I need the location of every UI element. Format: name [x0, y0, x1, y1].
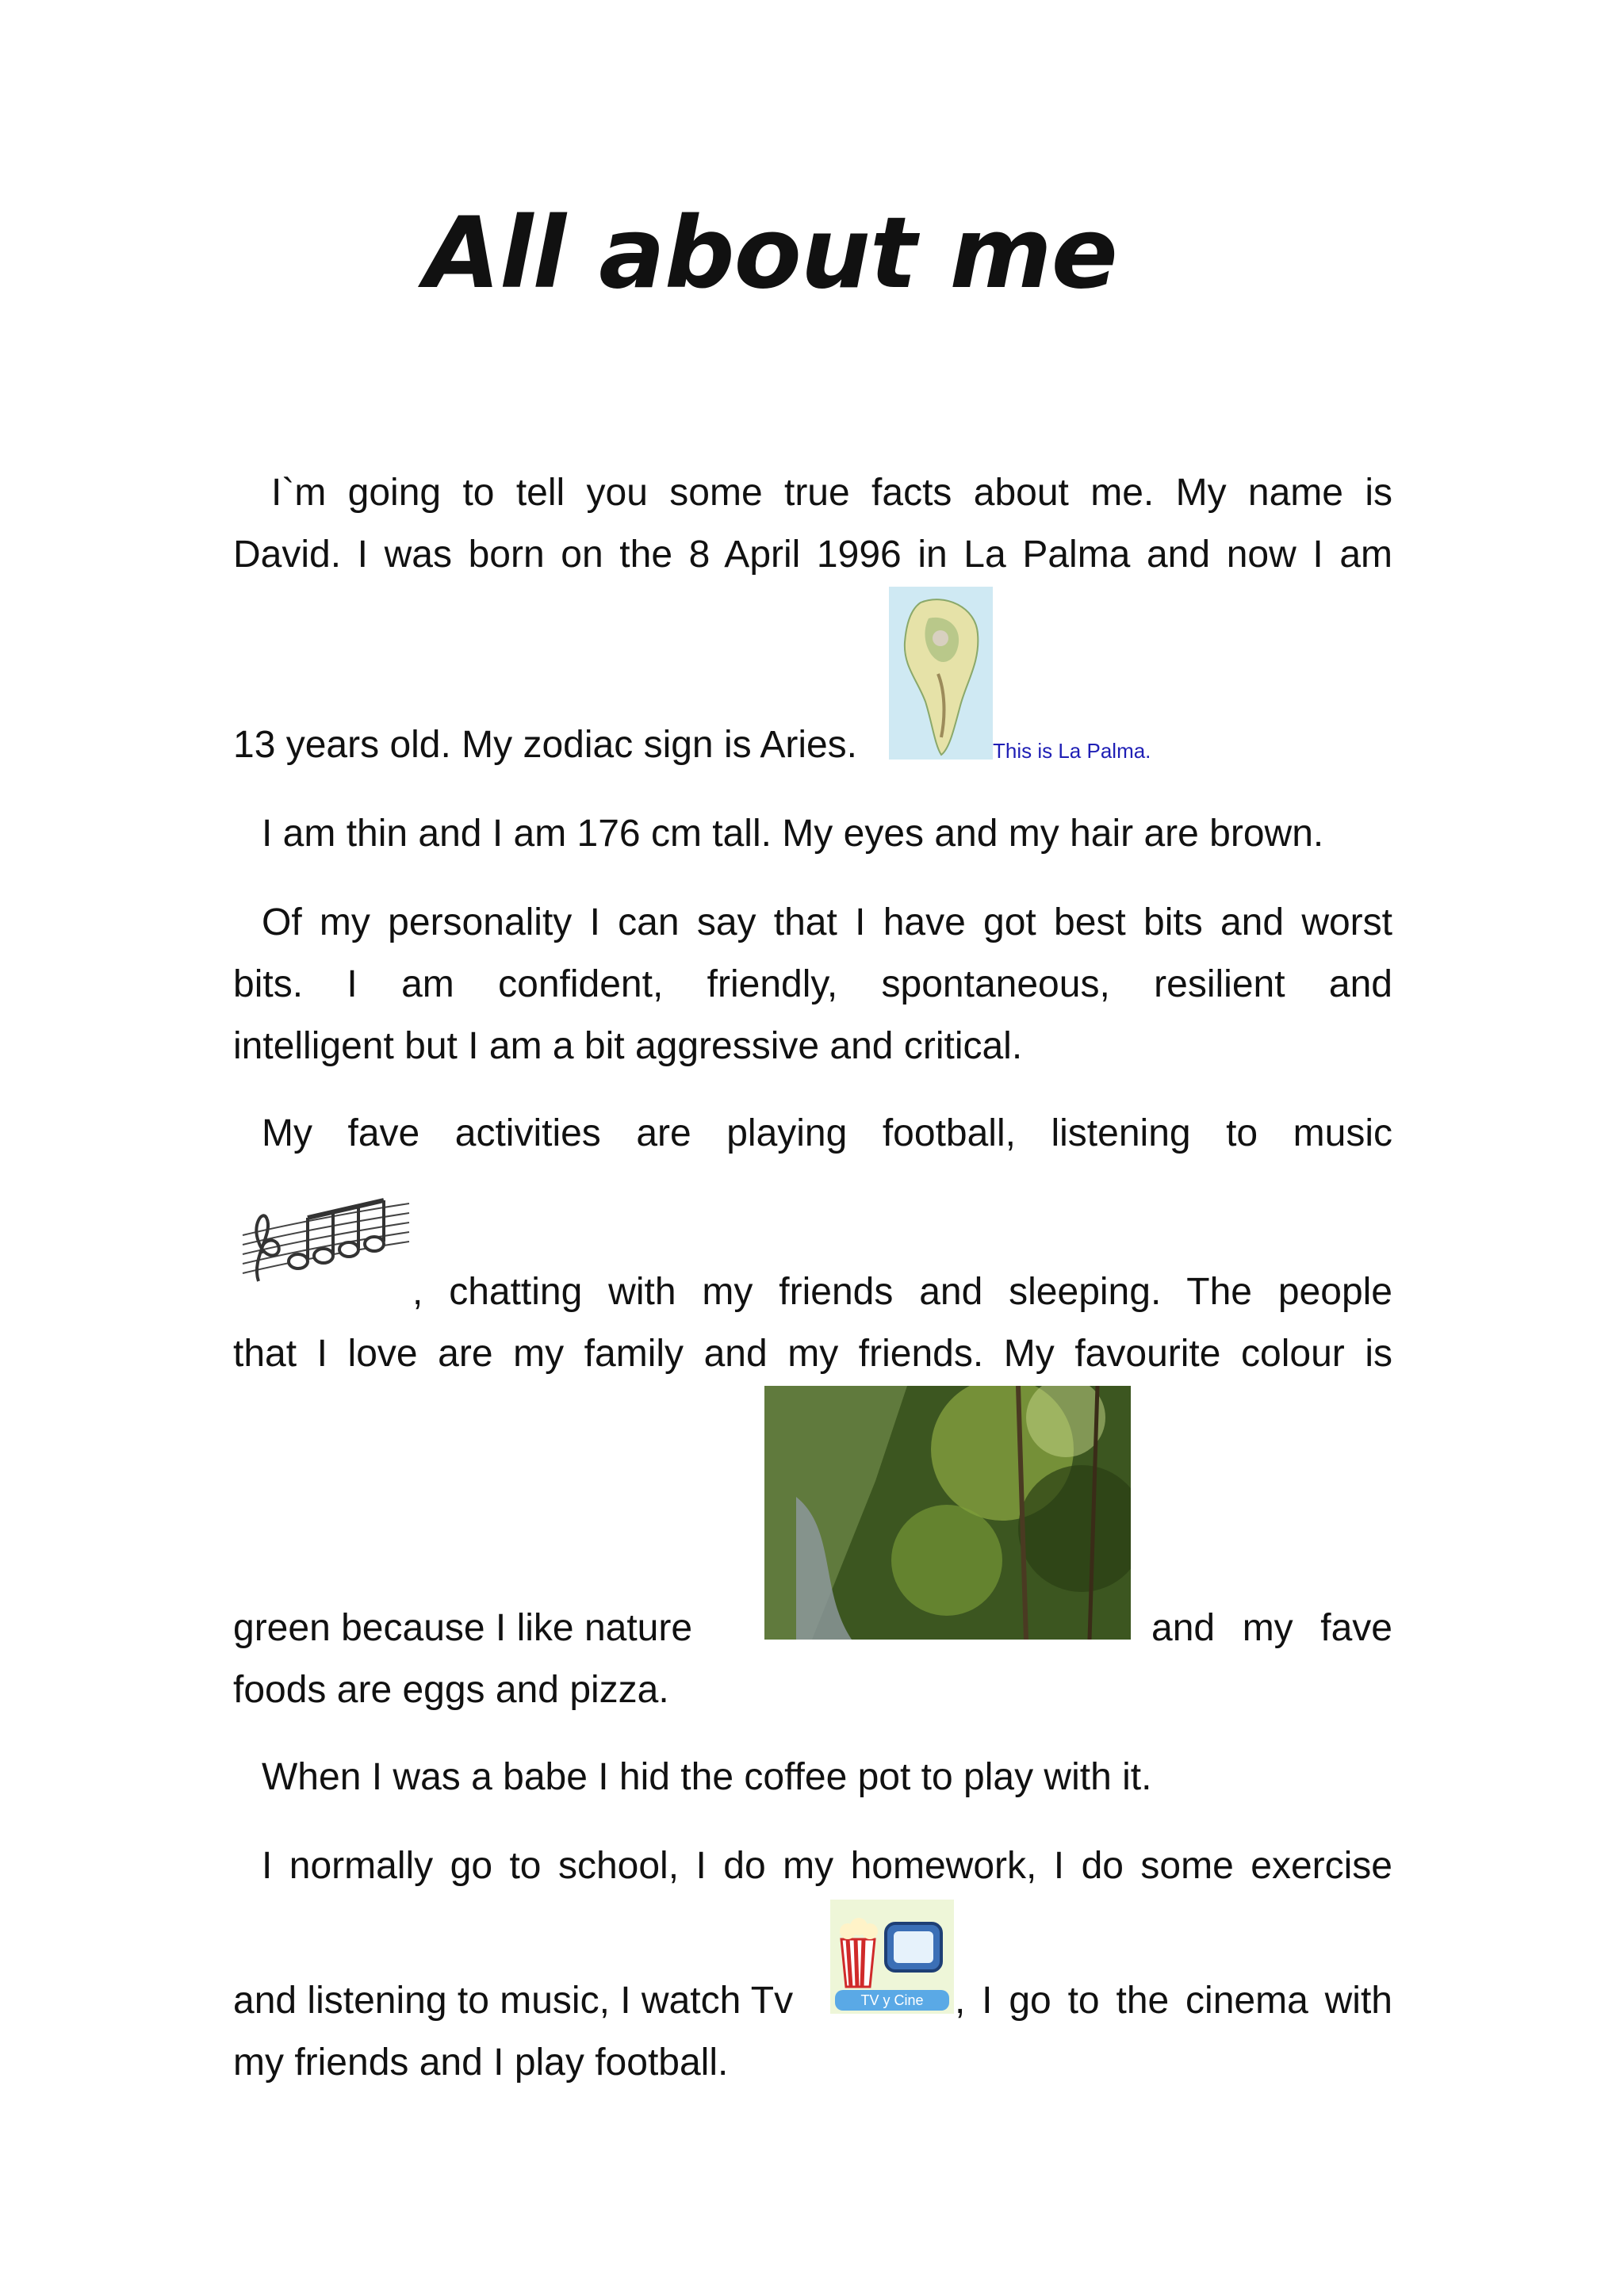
paragraph-line: David. I was born on the 8 April 1996 in La Palma and now I am [233, 534, 1392, 576]
paragraph-line: When I was a babe I hid the coffee pot to play with it. [262, 1756, 1152, 1798]
paragraph-line: I am thin and I am 176 cm tall. My eyes and my hair are brown. [262, 813, 1324, 855]
paragraph-line: my friends and I play football. [233, 2042, 729, 2084]
paragraph-line: and my fave [1151, 1607, 1392, 1649]
paragraph-line: , I go to the cinema with [955, 1980, 1392, 2022]
paragraph-line: bits. I am confident, friendly, spontaneous, resilient and [233, 963, 1392, 1005]
paragraph-line: intelligent but I am a bit aggressive and critical. [233, 1025, 1023, 1067]
page-title: All about me [424, 197, 1117, 311]
paragraph-line: Of my personality I can say that I have got best bits and worst [262, 901, 1392, 943]
paragraph-line: , chatting with my friends and sleeping. The people [412, 1271, 1392, 1313]
map-caption: This is La Palma. [993, 739, 1151, 763]
paragraph-line: green because I like nature [233, 1607, 693, 1649]
paragraph-line: 13 years old. My zodiac sign is Aries. [233, 724, 858, 766]
nature-photo [764, 1386, 1131, 1640]
paragraph-line: that I love are my family and my friends. My favourite colour is [233, 1333, 1392, 1375]
paragraph-line: My fave activities are playing football, listening to music [262, 1112, 1392, 1154]
paragraph-line: foods are eggs and pizza. [233, 1669, 669, 1711]
music-notes-image [235, 1186, 417, 1289]
paragraph-line: I`m going to tell you some true facts about me. My name is [271, 472, 1392, 514]
tv-badge-label: TV y Cine [860, 1992, 924, 2008]
paragraph-line: I normally go to school, I do my homework, I do some exercise [262, 1845, 1392, 1887]
paragraph-line: and listening to music, I watch Tv [233, 1980, 794, 2022]
